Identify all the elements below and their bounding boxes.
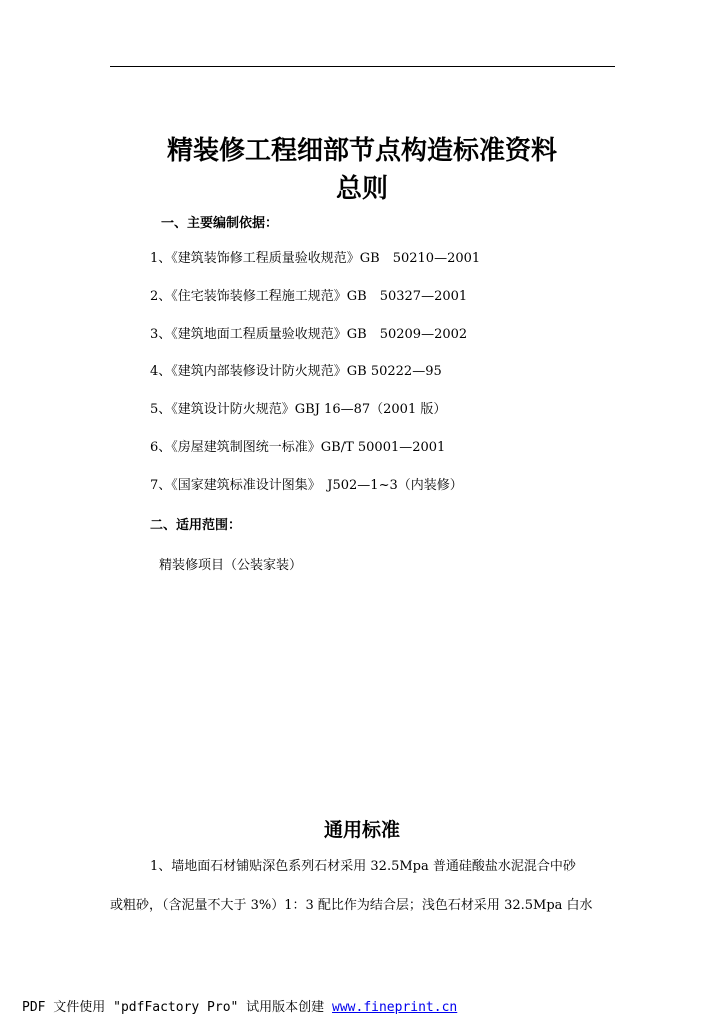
list-item: 2、《住宅装饰装修工程施工规范》GB 50327—2001 — [150, 288, 468, 304]
section-heading-basis: 一、主要编制依据： — [161, 216, 279, 231]
document-title: 精装修工程细部节点构造标准资料 — [166, 136, 557, 166]
list-item: 3、《建筑地面工程质量验收规范》GB 50209—2002 — [150, 326, 468, 342]
document-subtitle: 总则 — [335, 174, 388, 204]
paragraph-line: 1、墙地面石材铺贴深色系列石材采用 32.5Mpa 普通硅酸盐水泥混合中砂 — [150, 859, 576, 874]
scope-text: 精装修项目（公装家装） — [159, 558, 303, 573]
footer-text: PDF 文件使用 "pdfFactory Pro" 试用版本创建 — [22, 1000, 333, 1015]
list-item: 1、《建筑装饰修工程质量验收规范》GB 50210—2001 — [150, 251, 481, 266]
section-title-general: 通用标准 — [323, 819, 400, 841]
header-rule — [110, 66, 615, 67]
list-item: 4、《建筑内部装修设计防火规范》GB 50222—95 — [150, 364, 442, 380]
list-item: 7、《国家建筑标准设计图集》 J502—1~3（内装修） — [150, 477, 463, 493]
paragraph-line: 或粗砂，（含泥量不大于 3%）1：3 配比作为结合层；浅色石材采用 32.5Mpa 白水 — [110, 898, 593, 913]
list-item: 6、《房屋建筑制图统一标准》GB/T 50001—2001 — [150, 439, 446, 455]
footer-link[interactable]: www.fineprint.cn — [332, 1000, 458, 1015]
pdf-footer — [22, 996, 457, 1015]
list-item: 5、《建筑设计防火规范》GBJ 16—87（2001 版） — [150, 402, 447, 418]
reference-list — [150, 250, 480, 515]
section-heading-scope: 二、适用范围： — [150, 518, 242, 533]
